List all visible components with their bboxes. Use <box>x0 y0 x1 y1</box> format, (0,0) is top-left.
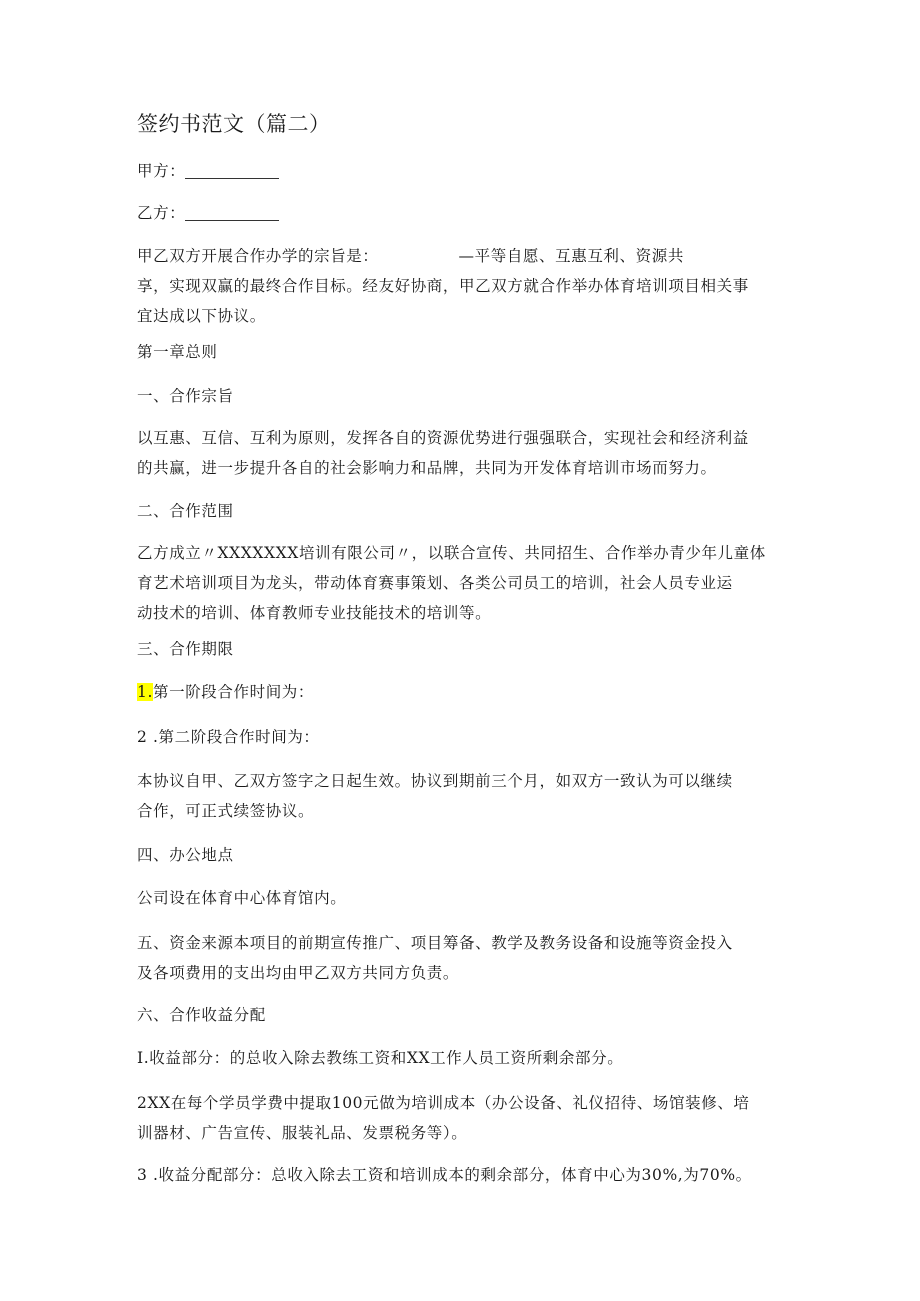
section-5-line-1: 五、资金来源本项目的前期宣传推广、项目筹备、教学及教务设备和设施等资金投入 <box>137 934 733 952</box>
section-3-line-2: 合作，可正式续签协议。 <box>137 802 315 820</box>
party-a-blank <box>185 162 279 179</box>
party-b-label: 乙方： <box>137 204 186 222</box>
section-3-heading: 三、合作期限 <box>137 640 234 658</box>
section-2-line-2: 育艺术培训项目为龙头，带动体育赛事策划、各类公司员工的培训，社会人员专业运 <box>137 574 733 592</box>
section-6-item-2-line-2: 训器材、广告宣传、服装礼品、发票税务等）。 <box>137 1124 468 1142</box>
party-b-line <box>137 198 787 228</box>
section-3-item-1-text: 第一阶段合作时间为： <box>153 683 315 701</box>
party-b-blank <box>185 204 279 221</box>
chapter-1-heading: 第一章总则 <box>137 343 218 361</box>
section-3-paragraph <box>137 766 787 826</box>
section-3-item-1 <box>137 677 787 707</box>
section-6-item-2-line-1: 2XX在每个学员学费中提取100元做为培训成本（办公设备、礼仪招待、场馆装修、培 <box>137 1094 750 1112</box>
intro-line-3: 宜达成以下协议。 <box>137 307 266 325</box>
section-2-paragraph <box>137 538 787 628</box>
party-a-line <box>137 156 787 186</box>
section-1-paragraph <box>137 423 787 483</box>
section-5-paragraph <box>137 928 787 988</box>
section-6-item-2 <box>137 1088 787 1148</box>
section-2-line-1: 乙方成立〃XXXXXXX培训有限公司〃，以联合宣传、共同招生、合作举办青少年儿童体 <box>137 544 766 562</box>
intro-line-1 <box>137 241 787 271</box>
intro-line-2: 享，实现双赢的最终合作目标。经友好协商，甲乙双方就合作举办体育培训项目相关事 <box>137 277 749 295</box>
section-2-heading: 二、合作范围 <box>137 502 234 520</box>
section-3-item-2: 2 .第二阶段合作时间为： <box>137 728 320 746</box>
section-6-item-1: I.收益部分：的总收入除去教练工资和XX工作人员工资所剩余部分。 <box>137 1049 624 1067</box>
section-3-item-1-number: 1. <box>137 683 153 701</box>
section-6-heading: 六、合作收益分配 <box>137 1006 266 1024</box>
party-a-label: 甲方： <box>137 162 186 180</box>
section-1-heading: 一、合作宗旨 <box>137 387 234 405</box>
section-2-line-3: 动技术的培训、体育教师专业技能技术的培训等。 <box>137 604 492 622</box>
section-5-line-2: 及各项费用的支出均由甲乙双方共同方负责。 <box>137 964 460 982</box>
section-4-heading: 四、办公地点 <box>137 846 234 864</box>
intro-line-1-b: —平等自愿、互惠互利、资源共 <box>458 247 684 265</box>
section-1-line-2: 的共赢，进一步提升各自的社会影响力和品牌，共同为开发体育培训市场而努力。 <box>137 459 717 477</box>
document-title: 签约书范文（篇二） <box>137 112 331 136</box>
section-3-line-1: 本协议自甲、乙双方签字之日起生效。协议到期前三个月，如双方一致认为可以继续 <box>137 772 733 790</box>
intro-paragraph <box>137 241 787 331</box>
section-4-text: 公司设在体育中心体育馆内。 <box>137 889 347 907</box>
section-1-line-1: 以互惠、互信、互利为原则，发挥各自的资源优势进行强强联合，实现社会和经济利益 <box>137 429 749 447</box>
intro-line-1-a: 甲乙双方开展合作办学的宗旨是： <box>137 247 379 265</box>
section-6-item-3: 3 .收益分配部分：总收入除去工资和培训成本的剩余部分，体育中心为30%,为70%。 <box>137 1166 752 1184</box>
